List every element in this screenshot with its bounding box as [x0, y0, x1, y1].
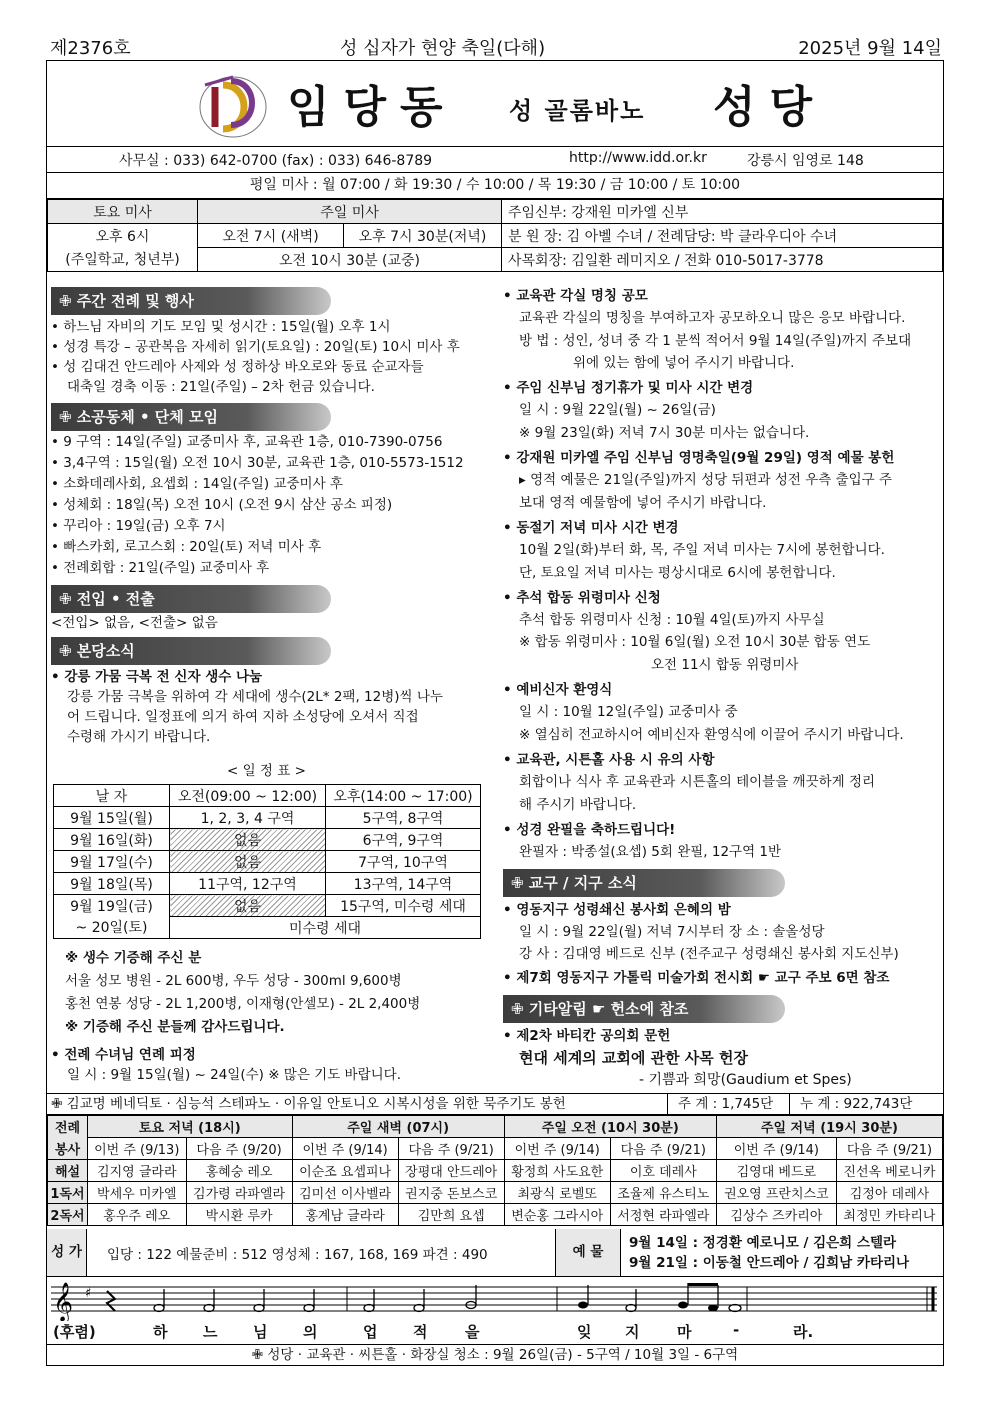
- groups-list: [51, 432, 464, 579]
- roster-subhead: 이번 주 (9/14): [504, 1138, 610, 1160]
- roster-cell: 김상수 즈카리아: [716, 1204, 836, 1226]
- notice-line: 10월 2일(화)부터 화, 목, 주일 저녁 미사는 7시에 봉헌합니다.: [519, 542, 885, 559]
- pastor: 주임신부: 강재원 미카엘 신부: [502, 200, 943, 224]
- sched-date: 9월 17일(수): [54, 851, 170, 873]
- sched-pm: 15구역, 미수령 세대: [326, 895, 481, 917]
- roster-cell: 장평대 안드레아: [398, 1160, 504, 1182]
- notice-line: 단, 토요일 저녁 미사는 평상시대로 6시에 봉헌합니다.: [519, 564, 836, 581]
- hymn-offering-row: [47, 1229, 943, 1277]
- lyric-syllable: 님: [253, 1323, 268, 1341]
- notice-title: • 강재원 미카엘 주임 신부님 영명축일(9월 29일) 영적 예물 봉헌: [503, 450, 895, 467]
- donor-line: 서울 성모 병원 - 2L 600병, 우두 성당 - 300ml 9,600병: [65, 973, 402, 989]
- table-row: [48, 1182, 943, 1204]
- roster-subhead: 이번 주 (9/14): [716, 1138, 836, 1160]
- roster-cell: 이순조 요셉피나: [292, 1160, 398, 1182]
- mass-schedule-table: [47, 199, 943, 272]
- vatican-title: • 제2차 바티칸 공의회 문헌: [503, 1028, 671, 1044]
- notice-line: 방 법 : 성인, 성녀 중 각 1 분씩 적어서 9월 14일(주일)까지 주보대: [519, 332, 912, 349]
- parish-name: 임당동: [287, 82, 457, 133]
- roster-cell: 변순홍 그라시아: [504, 1204, 610, 1226]
- roster-cell: 황정희 사도요한: [504, 1160, 610, 1182]
- roster-role: 2독서: [48, 1204, 88, 1226]
- weekday-mass: 평일 미사 : 월 07:00 / 화 19:30 / 수 10:00 / 목 19:30 / 금 10:00 / 토 10:00: [47, 173, 943, 199]
- music-staff-icon: [47, 1277, 943, 1321]
- donor-line: 홍천 연봉 성당 - 2L 1,200병, 이재형(안셀모) - 2L 2,400병: [65, 996, 421, 1012]
- list-item: • 9 구역 : 14일(주일) 교중미사 후, 교육관 1층, 010-7390-0756: [51, 434, 443, 450]
- sched-head-am: 오전(09:00 ~ 12:00): [170, 785, 326, 807]
- notice-line: 일 시 : 9월 22일(월) ~ 26일(금): [519, 402, 716, 419]
- week-count: 주 계 : 1,745단: [667, 1094, 773, 1115]
- parish-logo-icon: [193, 67, 273, 141]
- refrain-label: (후렴): [53, 1323, 96, 1341]
- svg-text:𝄞: 𝄞: [53, 1282, 74, 1321]
- roster-cell: 이호 데레사: [610, 1160, 716, 1182]
- lyric-syllable: 을: [465, 1323, 480, 1341]
- vatican-line: - 기쁨과 희망(Gaudium et Spes): [639, 1072, 852, 1088]
- roster-corner: 전례: [48, 1116, 88, 1138]
- sun-dawn-mass: 오전 7시 (새벽): [198, 224, 344, 248]
- sched-date: 9월 15일(월): [54, 807, 170, 829]
- sched-am: 없음: [170, 829, 326, 851]
- transfer-text: <전입> 없음, <전출> 없음: [51, 615, 218, 631]
- offering-label: 예 물: [555, 1229, 621, 1276]
- district-line: 강 사 : 김대영 베드로 신부 (전주교구 성령쇄신 봉사회 지도신부): [519, 946, 899, 962]
- offering-list: [629, 1233, 909, 1273]
- sun-evening-mass: 오후 7시 30분(저녁): [344, 224, 502, 248]
- hymn-label: 성 가: [47, 1229, 87, 1276]
- donors-title: ※ 생수 기증해 주신 분: [65, 950, 202, 966]
- notice-line: 해 주시기 바랍니다.: [519, 796, 637, 813]
- refrain-lyrics: [53, 1321, 937, 1343]
- roster-cell: 홍혜숭 레오: [186, 1160, 292, 1182]
- roster-subhead: 이번 주 (9/13): [88, 1138, 187, 1160]
- lyric-syllable: 의: [303, 1323, 318, 1341]
- retreat-title: • 전례 수녀님 연례 피정: [51, 1047, 196, 1063]
- list-item: • 빠스카회, 로고스회 : 20일(토) 저녁 미사 후: [51, 539, 322, 555]
- notice-title: • 교육관, 시튼홀 사용 시 유의 사항: [503, 751, 715, 768]
- sched-am: 없음: [170, 851, 326, 873]
- notice-title: • 추석 합동 위령미사 신청: [503, 589, 661, 606]
- liturgy-roster-table: [47, 1115, 943, 1226]
- roster-group: 주일 새벽 (07시): [292, 1116, 504, 1138]
- sat-mass-time: 오후 6시: [48, 224, 198, 248]
- district-title: • 영동지구 성령쇄신 봉사회 은혜의 밤: [503, 902, 731, 918]
- retreat-line: 일 시 : 9월 15일(월) ~ 24일(수) ※ 많은 기도 바랍니다.: [67, 1067, 402, 1083]
- roster-cell: 김정아 데레사: [836, 1182, 942, 1204]
- hymn-numbers: 입당 : 122 예물준비 : 512 영성체 : 167, 168, 169 파견 : 490: [107, 1247, 488, 1263]
- table-row: [54, 829, 481, 851]
- notice-line: 위에 있는 함에 넣어 주시기 바랍니다.: [573, 354, 795, 371]
- art-exhibit: • 제7회 영동지구 가톨릭 미술가회 전시회 ☛ 교구 주보 6면 참조: [503, 970, 890, 986]
- table-row: [54, 851, 481, 873]
- section-parish-news: ✙ 본당소식: [51, 637, 331, 665]
- roster-subhead: 다음 주 (9/20): [186, 1138, 292, 1160]
- notice-title: • 예비신자 환영식: [503, 682, 613, 699]
- sched-pm: 13구역, 14구역: [326, 873, 481, 895]
- section-diocese: ✙ 교구 / 지구 소식: [503, 869, 785, 897]
- roster-group: 주일 오전 (10시 30분): [504, 1116, 716, 1138]
- water-notice: [51, 667, 443, 747]
- office-phone: 사무실 : 033) 642-0700 (fax) : 033) 646-8789: [119, 153, 433, 169]
- offering-line: 9월 14일 : 정경환 예로니모 / 김은희 스텔라: [629, 1235, 897, 1251]
- water-line: 수령해 가시기 바랍니다.: [67, 729, 211, 745]
- notice-title: • 동절기 저녁 미사 시간 변경: [503, 519, 679, 536]
- table-row: [54, 873, 481, 895]
- table-row: [54, 917, 481, 939]
- notice-title: • 성경 완필을 축하드립니다!: [503, 821, 676, 838]
- list-item: • 소화데레사회, 요셉회 : 14일(주일) 교중미사 후: [51, 476, 343, 492]
- roster-subhead: 다음 주 (9/21): [836, 1138, 942, 1160]
- weekly-liturgy-list: [51, 317, 460, 397]
- bulletin-frame: [46, 60, 944, 1366]
- roster-subhead: 다음 주 (9/21): [610, 1138, 716, 1160]
- section-weekly-liturgy: ✙ 주간 전례 및 행사: [51, 287, 331, 315]
- sched-head-pm: 오후(14:00 ~ 17:00): [326, 785, 481, 807]
- address: 강릉시 임영로 148: [747, 153, 864, 169]
- table-row: [48, 1204, 943, 1226]
- cleaning-duty: ✙ 성당 · 교육관 · 씨튼홀 · 화장실 청소 : 9월 26일(금) - 5구역 / 10월 3일 - 6구역: [251, 1347, 739, 1363]
- feast-title: 성 십자가 현양 축일(다해): [340, 38, 546, 59]
- top-line: [50, 34, 942, 58]
- notice-title: • 교육관 각실 명칭 공모: [503, 288, 648, 304]
- roster-role: 1독서: [48, 1182, 88, 1204]
- sched-date: 9월 16일(화): [54, 829, 170, 851]
- roster-cell: 김가령 라파엘라: [186, 1182, 292, 1204]
- rosary-prayer: ✙ 김교명 베네딕토 · 심능석 스테파노 · 이유일 안토니오 시복시성을 위한 묵주기도 봉헌: [51, 1096, 566, 1112]
- lyric-syllable: 라.: [793, 1323, 814, 1341]
- roster-subhead: 다음 주 (9/21): [398, 1138, 504, 1160]
- sat-mass-note: (주일학교, 청년부): [48, 248, 198, 272]
- lyric-syllable: 하: [153, 1323, 168, 1341]
- donors-thanks: ※ 기증해 주신 분들께 감사드립니다.: [65, 1019, 285, 1035]
- section-transfer: ✙ 전입 • 전출: [51, 585, 331, 613]
- water-line: 강릉 가뭄 극복을 위하여 각 세대에 생수(2L* 2팩, 12병)씩 나누: [67, 689, 443, 705]
- list-item: 대축일 경축 이동 : 21일(주일) – 2차 헌금 있습니다.: [67, 379, 375, 395]
- donors-list: [65, 947, 420, 1039]
- masthead: [47, 61, 943, 147]
- nuns: 분 원 장: 김 아벨 수녀 / 전례담당: 박 클라우디아 수녀: [502, 224, 943, 248]
- lyric-syllable: 업: [363, 1323, 378, 1341]
- sched-pm: 5구역, 8구역: [326, 807, 481, 829]
- list-item: • 성체회 : 18일(목) 오전 10시 (오전 9시 삼산 공소 피정): [51, 497, 393, 513]
- sched-date: ~ 20일(토): [54, 917, 170, 939]
- notice-line: 오전 11시 합동 위령미사: [651, 656, 799, 673]
- roster-cell: 홍계남 글라라: [292, 1204, 398, 1226]
- notice-line: 추석 합동 위령미사 신청 : 10월 4일(토)까지 사무실: [519, 612, 825, 629]
- sched-head-date: 날 자: [54, 785, 170, 807]
- sched-am: 없음: [170, 895, 326, 917]
- table-row: [54, 895, 481, 917]
- sched-am: 1, 2, 3, 4 구역: [170, 807, 326, 829]
- rosary-bar: [47, 1093, 943, 1115]
- list-item: • 성 김대건 안드레아 사제와 성 정하상 바오로와 동료 순교자들: [51, 359, 424, 375]
- lyric-syllable: 적: [413, 1323, 428, 1341]
- water-title: • 강릉 가뭄 극복 전 신자 생수 나눔: [51, 669, 263, 685]
- water-schedule-table: [53, 784, 481, 939]
- sun-mass-head: 주일 미사: [198, 200, 502, 224]
- sun-main-mass: 오전 10시 30분 (교중): [198, 248, 502, 272]
- roster-subhead: 이번 주 (9/14): [292, 1138, 398, 1160]
- roster-cell: 조율제 유스티노: [610, 1182, 716, 1204]
- notice-line: 회합이나 식사 후 교육관과 시튼홀의 테이블을 깨끗하게 정리: [519, 774, 876, 791]
- roster-corner: 봉사: [48, 1138, 88, 1160]
- roster-role: 해설: [48, 1160, 88, 1182]
- roster-cell: 서정현 라파엘라: [610, 1204, 716, 1226]
- total-count: 누 계 : 922,743단: [789, 1094, 912, 1115]
- roster-group: 토요 저녁 (18시): [88, 1116, 293, 1138]
- right-notices: [503, 285, 911, 863]
- lyric-syllable: 잊: [577, 1323, 592, 1341]
- roster-group: 주일 저녁 (19시 30분): [716, 1116, 942, 1138]
- list-item: • 하느님 자비의 기도 모임 및 성시간 : 15일(월) 오후 1시: [51, 319, 391, 335]
- lyric-syllable: 마: [677, 1323, 692, 1341]
- table-row: [54, 807, 481, 829]
- schedule-title: < 일 정 표 >: [227, 763, 306, 779]
- lyric-syllable: 지: [625, 1323, 640, 1341]
- list-item: • 꾸리아 : 19일(금) 오후 7시: [51, 518, 226, 534]
- list-item: • 성경 특강 – 공관복음 자세히 읽기(토요일) : 20일(토) 10시 미사 후: [51, 339, 460, 355]
- council-president: 사목회장: 김일환 레미지오 / 전화 010-5017-3778: [502, 248, 943, 272]
- svg-text:♯: ♯: [85, 1286, 92, 1301]
- other-notices: [503, 1025, 852, 1091]
- lyric-syllable: 느: [203, 1323, 218, 1341]
- roster-cell: 박시환 루카: [186, 1204, 292, 1226]
- notice-line: ※ 9월 23일(화) 저녁 7시 30분 미사는 없습니다.: [519, 424, 810, 441]
- sched-unclaimed: 미수령 세대: [170, 917, 481, 939]
- notice-line: 보대 영적 예물함에 넣어 주시기 바랍니다.: [519, 494, 767, 511]
- offering-line: 9월 21일 : 이동철 안드레아 / 김희남 카타리나: [629, 1255, 910, 1271]
- notice-line: 일 시 : 10월 12일(주일) 교중미사 중: [519, 704, 738, 721]
- roster-cell: 최정민 카타리나: [836, 1204, 942, 1226]
- issue-date: 2025년 9월 14일: [798, 38, 942, 59]
- diocese-news: [503, 899, 899, 989]
- website-link[interactable]: http://www.idd.or.kr: [569, 150, 707, 166]
- roster-cell: 박세우 미카엘: [88, 1182, 187, 1204]
- patron-saint: 성 골롬바노: [509, 97, 646, 125]
- roster-cell: 김영대 베드로: [716, 1160, 836, 1182]
- sched-am: 11구역, 12구역: [170, 873, 326, 895]
- sat-mass-head: 토요 미사: [48, 200, 198, 224]
- retreat-notice: [51, 1045, 401, 1085]
- roster-cell: 김만희 요셉: [398, 1204, 504, 1226]
- notice-line: ※ 합동 위령미사 : 10월 6일(월) 오전 10시 30분 합동 연도: [519, 634, 871, 651]
- sched-date: 9월 19일(금): [54, 895, 170, 917]
- notice-line: ▸ 영적 예물은 21일(주일)까지 성당 뒤편과 성전 우측 출입구 주: [519, 472, 893, 489]
- church-word: 성당: [713, 82, 827, 133]
- vatican-line: 현대 세계의 교회에 관한 사목 헌장: [519, 1049, 748, 1067]
- section-groups: ✙ 소공동체 • 단체 모임: [51, 403, 331, 431]
- lyric-syllable: -: [733, 1321, 740, 1339]
- roster-cell: 권지중 돈보스코: [398, 1182, 504, 1204]
- sched-date: 9월 18일(목): [54, 873, 170, 895]
- issue-number: 제2376호: [50, 38, 131, 59]
- notice-line: 교육관 각실의 명칭을 부여하고자 공모하오니 많은 응모 바랍니다.: [519, 310, 906, 327]
- list-item: • 전례회합 : 21일(주일) 교중미사 후: [51, 560, 270, 576]
- roster-cell: 최광식 로벨또: [504, 1182, 610, 1204]
- notice-title: • 주임 신부님 정기휴가 및 미사 시간 변경: [503, 380, 754, 397]
- roster-cell: 김지영 글라라: [88, 1160, 187, 1182]
- sched-pm: 6구역, 9구역: [326, 829, 481, 851]
- contact-row: [47, 147, 943, 173]
- table-row: [48, 1160, 943, 1182]
- district-line: 일 시 : 9월 22일(월) 저녁 7시부터 장 소 : 솔올성당: [519, 924, 825, 940]
- roster-cell: 권오영 프란치스코: [716, 1182, 836, 1204]
- list-item: • 3,4구역 : 15일(월) 오전 10시 30분, 교육관 1층, 010-5573-1512: [51, 455, 464, 471]
- notice-line: ※ 열심히 전교하시어 예비신자 환영식에 이끌어 주시기 바랍니다.: [519, 726, 904, 743]
- notice-line: 완필자 : 박종설(요셉) 5회 완필, 12구역 1반: [519, 844, 782, 861]
- section-other: ✙ 기타알림 ☛ 헌소에 참조: [503, 995, 785, 1023]
- roster-cell: 홍우주 레오: [88, 1204, 187, 1226]
- roster-cell: 진선옥 베로니카: [836, 1160, 942, 1182]
- sched-pm: 7구역, 10구역: [326, 851, 481, 873]
- water-line: 어 드립니다. 일정표에 의거 하여 지하 소성당에 오셔서 직접: [67, 709, 419, 725]
- refrain-score: [47, 1277, 943, 1345]
- roster-cell: 김미선 이사벨라: [292, 1182, 398, 1204]
